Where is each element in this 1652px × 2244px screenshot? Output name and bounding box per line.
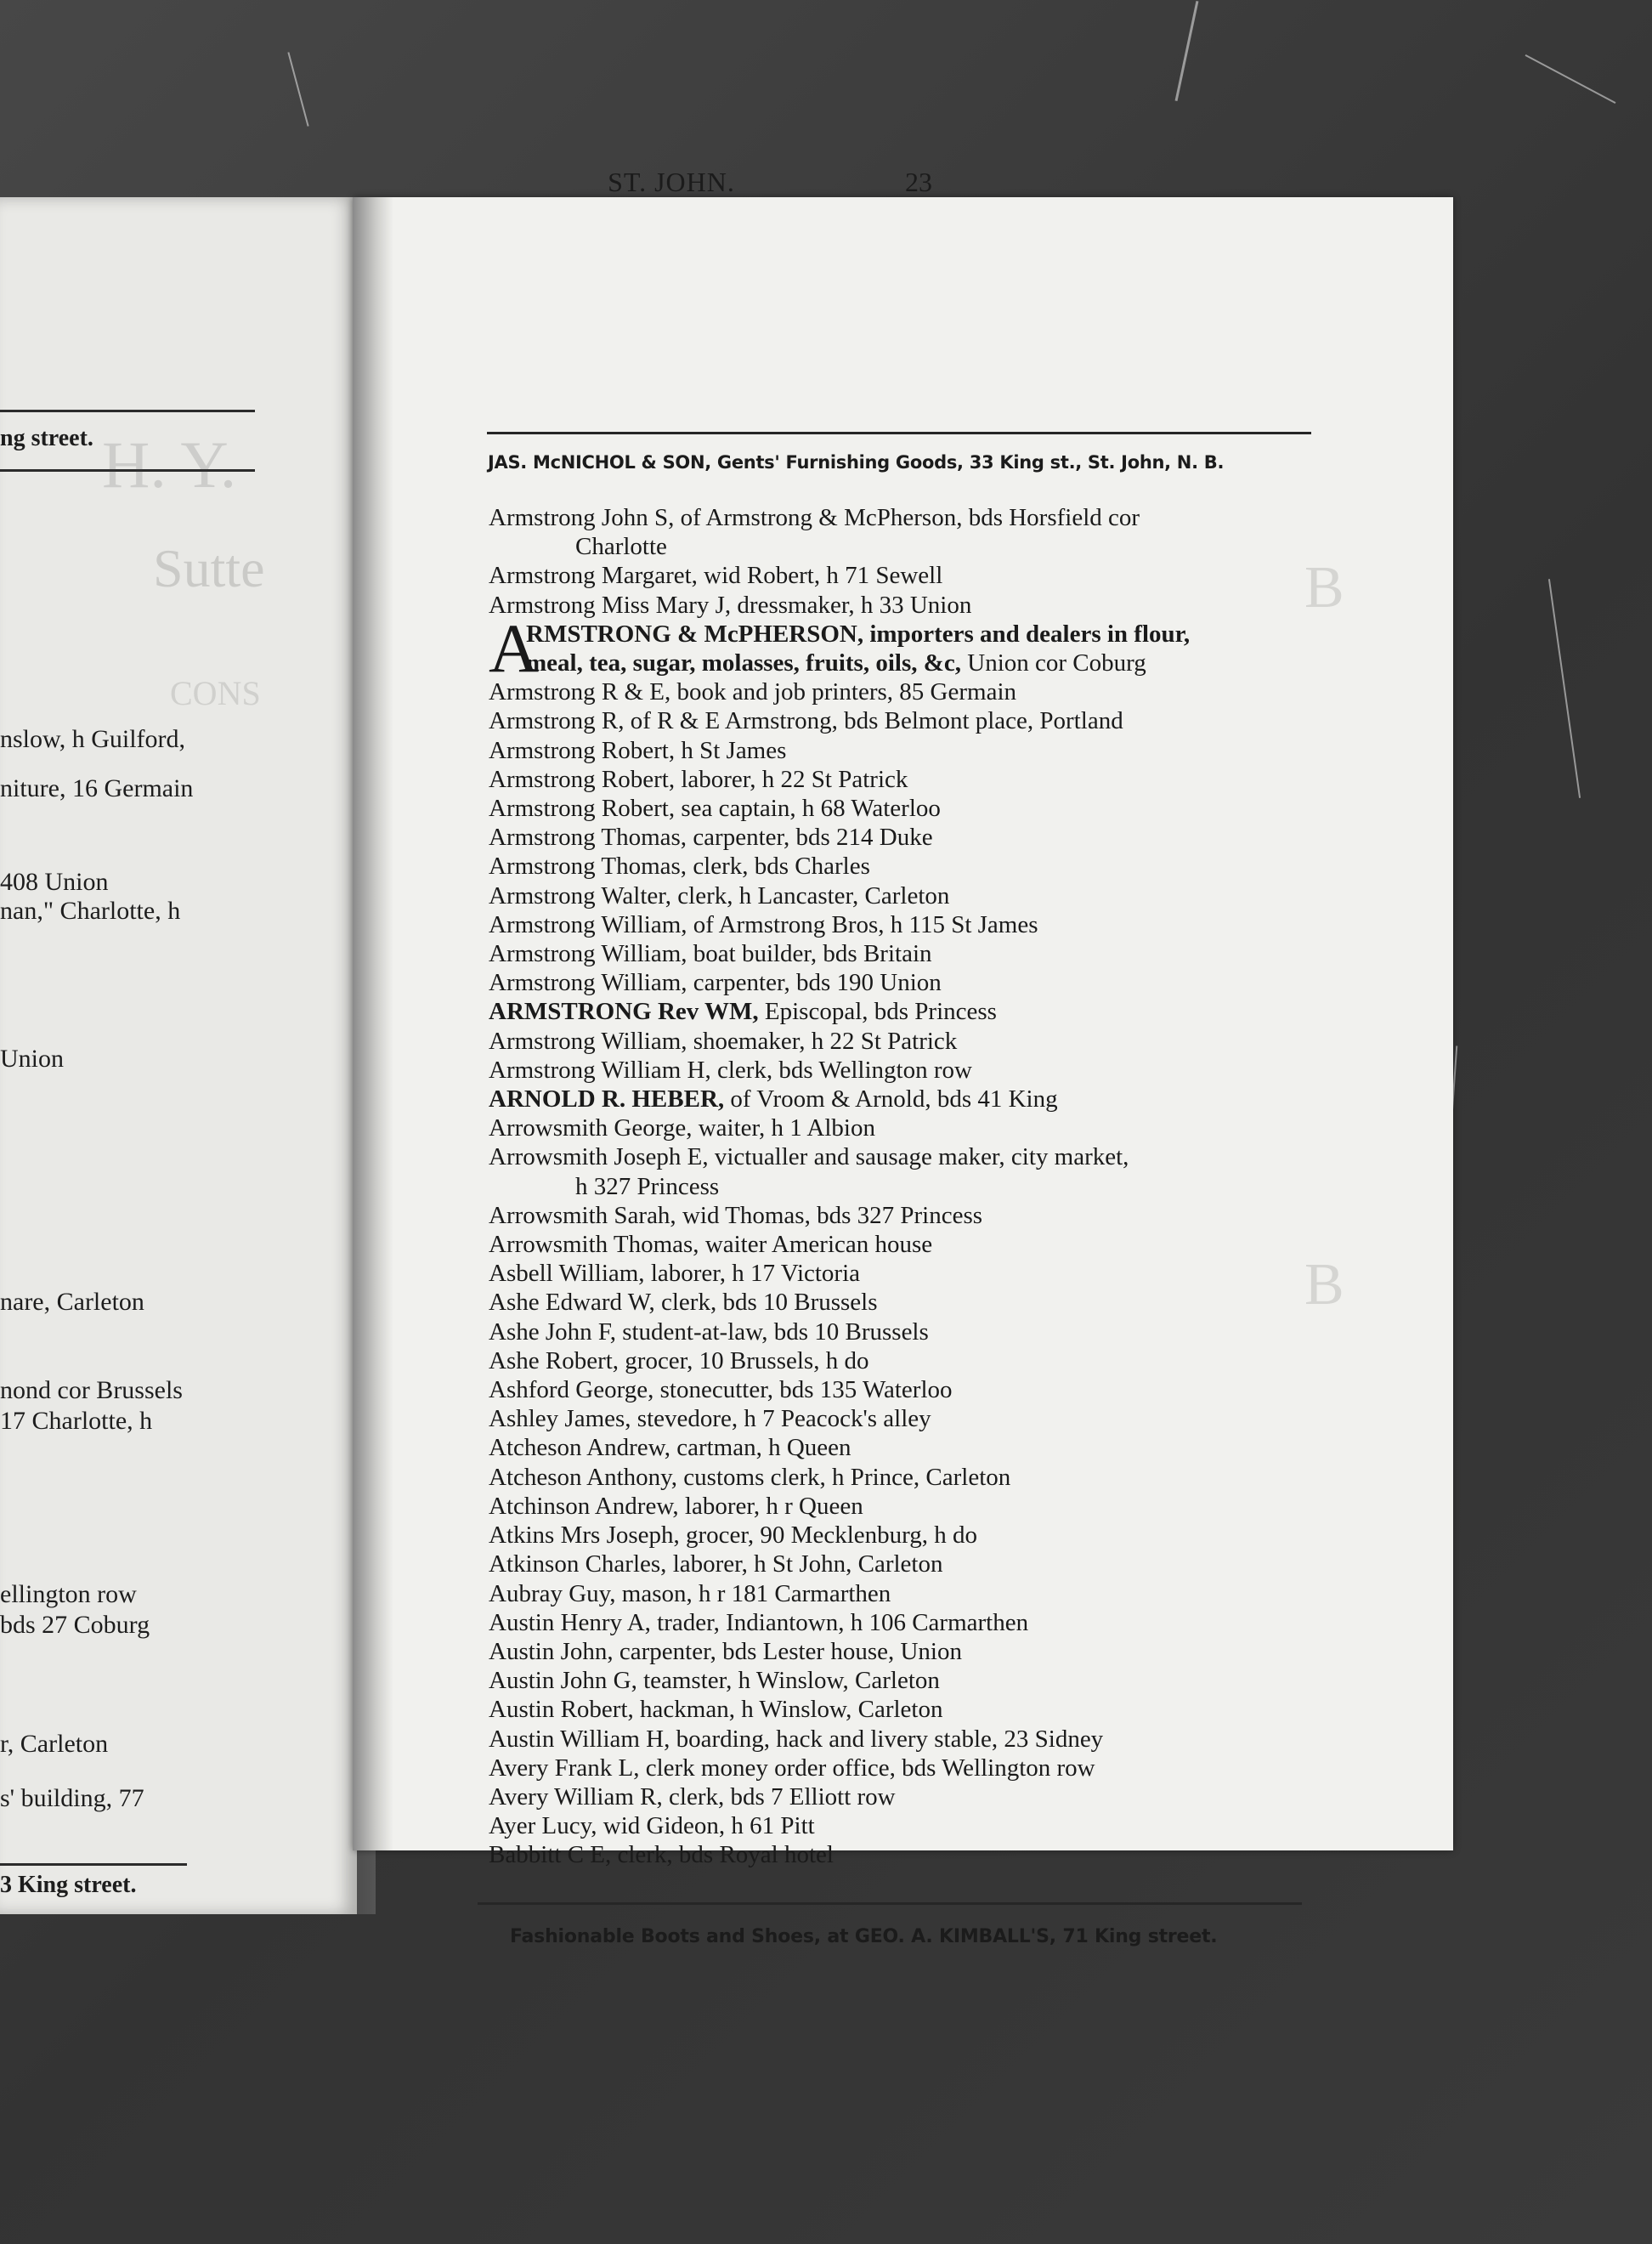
directory-entry: Ashe John F, student-at-law, bds 10 Brussels	[489, 1318, 929, 1346]
directory-entry: Armstrong Miss Mary J, dressmaker, h 33 Union	[489, 591, 972, 619]
directory-entry: Aubray Guy, mason, h r 181 Carmarthen	[489, 1579, 891, 1607]
footer-rule	[478, 1902, 1302, 1905]
directory-entry: Armstrong R & E, book and job printers, 85 Germain	[489, 678, 1017, 706]
directory-entry: Austin John G, teamster, h Winslow, Carleton	[489, 1667, 940, 1695]
directory-entry: Armstrong William, boat builder, bds Britain	[489, 940, 932, 968]
left-page-line: nond cor Brussels	[0, 1376, 183, 1404]
bleed-through-text: H. Y.	[102, 428, 237, 502]
directory-entry: Ashe Robert, grocer, 10 Brussels, h do	[489, 1346, 869, 1374]
directory-entry: Armstrong Thomas, clerk, bds Charles	[489, 853, 870, 881]
page-number: 23	[905, 167, 932, 197]
directory-entry: Armstrong Thomas, carpenter, bds 214 Duke	[489, 824, 933, 852]
directory-entry: Armstrong William, of Armstrong Bros, h 115 St James	[489, 910, 1038, 938]
directory-entry: Armstrong Margaret, wid Robert, h 71 Sewell	[489, 562, 943, 590]
directory-entry: Armstrong William, carpenter, bds 190 Union	[489, 969, 942, 997]
directory-entry: Atcheson Anthony, customs clerk, h Prince, Carleton	[489, 1463, 1011, 1491]
bleed-through-text: B	[1304, 1252, 1344, 1318]
directory-entry: Austin William H, boarding, hack and livery stable, 23 Sidney	[489, 1725, 1104, 1753]
directory-entry: Atcheson Andrew, cartman, h Queen	[489, 1434, 851, 1462]
directory-entry: Armstrong Robert, sea captain, h 68 Waterloo	[489, 795, 941, 823]
header-rule	[487, 432, 1311, 434]
left-page-line: 3 King street.	[0, 1872, 137, 1898]
page-title: ST. JOHN.	[608, 167, 735, 197]
directory-entry: ARNOLD R. HEBER, of Vroom & Arnold, bds 41 King	[489, 1085, 1058, 1114]
directory-entry: Ayer Lucy, wid Gideon, h 61 Pitt	[489, 1812, 815, 1840]
directory-entry: Avery Frank L, clerk money order office, bds Wellington row	[489, 1754, 1095, 1782]
directory-entries	[489, 503, 1321, 1870]
bleed-through-text: Sutte	[153, 538, 265, 598]
directory-entry-continuation: Charlotte	[575, 533, 667, 561]
left-page-line: bds 27 Coburg	[0, 1611, 150, 1639]
left-page-top-rule	[0, 410, 255, 412]
directory-entry: ARMSTRONG Rev WM, Episcopal, bds Princess	[489, 998, 997, 1026]
directory-entry: Austin John, carpenter, bds Lester house, Union	[489, 1637, 962, 1665]
directory-entry: Armstrong John S, of Armstrong & McPherson, bds Horsfield cor	[489, 504, 1140, 531]
directory-entry: Austin Robert, hackman, h Winslow, Carleton	[489, 1696, 943, 1724]
left-page-line: nslow, h Guilford,	[0, 725, 186, 753]
featured-entry-line: RMSTRONG & McPHERSON, importers and dealers in flour,	[526, 620, 1191, 648]
left-page-line: ellington row	[0, 1580, 137, 1608]
directory-entry: Armstrong Robert, laborer, h 22 St Patrick	[489, 765, 908, 793]
featured-entry-armstrong-mcpherson	[489, 609, 1321, 687]
directory-entry: Avery William R, clerk, bds 7 Elliott row	[489, 1782, 896, 1810]
directory-entry: Armstrong Walter, clerk, h Lancaster, Carleton	[489, 881, 950, 910]
directory-entry: Ashe Edward W, clerk, bds 10 Brussels	[489, 1289, 878, 1317]
directory-entry: Armstrong R, of R & E Armstrong, bds Belmont place, Portland	[489, 707, 1123, 735]
directory-entry-continuation: h 327 Princess	[575, 1172, 720, 1200]
left-page-line: r, Carleton	[0, 1730, 109, 1758]
directory-entry: Arrowsmith Joseph E, victualler and sausage maker, city market,	[489, 1143, 1129, 1171]
directory-entry: Atkins Mrs Joseph, grocer, 90 Mecklenburg, h do	[489, 1522, 978, 1550]
directory-entry: Armstrong William H, clerk, bds Wellington row	[489, 1056, 972, 1084]
left-page-line: Union	[0, 1045, 64, 1073]
directory-entry: Austin Henry A, trader, Indiantown, h 106 Carmarthen	[489, 1608, 1029, 1636]
bleed-through-text: B	[1304, 555, 1344, 620]
left-page-footer-rule	[0, 1863, 187, 1866]
featured-entry-line: meal, tea, sugar, molasses, fruits, oils, &c, Union cor Coburg	[526, 649, 1146, 677]
left-page-line: 17 Charlotte, h	[0, 1407, 153, 1435]
directory-entry: Arrowsmith George, waiter, h 1 Albion	[489, 1114, 875, 1142]
directory-entry: Ashley James, stevedore, h 7 Peacock's alley	[489, 1405, 931, 1433]
left-page	[0, 197, 357, 1914]
directory-entry: Asbell William, laborer, h 17 Victoria	[489, 1260, 861, 1288]
bleed-through-text: CONS	[170, 674, 261, 712]
drop-cap-letter: A	[489, 609, 540, 687]
directory-entry: Arrowsmith Sarah, wid Thomas, bds 327 Princess	[489, 1201, 983, 1229]
directory-entry: Arrowsmith Thomas, waiter American house	[489, 1231, 933, 1259]
directory-entry: Babbitt C E, clerk, bds Royal hotel	[489, 1841, 834, 1869]
left-page-line: nare, Carleton	[0, 1288, 144, 1316]
footer-advertisement: Fashionable Boots and Shoes, at GEO. A. KIMBALL'S, 71 King street.	[510, 1926, 1218, 1947]
directory-entry: Armstrong Robert, h St James	[489, 736, 787, 764]
directory-entry: Ashford George, stonecutter, bds 135 Waterloo	[489, 1376, 953, 1404]
page-spine-shadow	[353, 197, 393, 1850]
left-page-line: niture, 16 Germain	[0, 774, 194, 802]
left-page-line: 408 Union	[0, 868, 109, 896]
left-page-line: nan," Charlotte, h	[0, 897, 181, 925]
left-page-line: ng street.	[0, 425, 93, 451]
directory-entry: Atkinson Charles, laborer, h St John, Carleton	[489, 1550, 943, 1578]
header-advertisement: JAS. McNICHOL & SON, Gents' Furnishing Goods, 33 King st., St. John, N. B.	[488, 452, 1225, 473]
directory-entry: Atchinson Andrew, laborer, h r Queen	[489, 1492, 863, 1520]
directory-entry: Armstrong William, shoemaker, h 22 St Patrick	[489, 1027, 958, 1055]
left-page-line: s' building, 77	[0, 1784, 144, 1812]
